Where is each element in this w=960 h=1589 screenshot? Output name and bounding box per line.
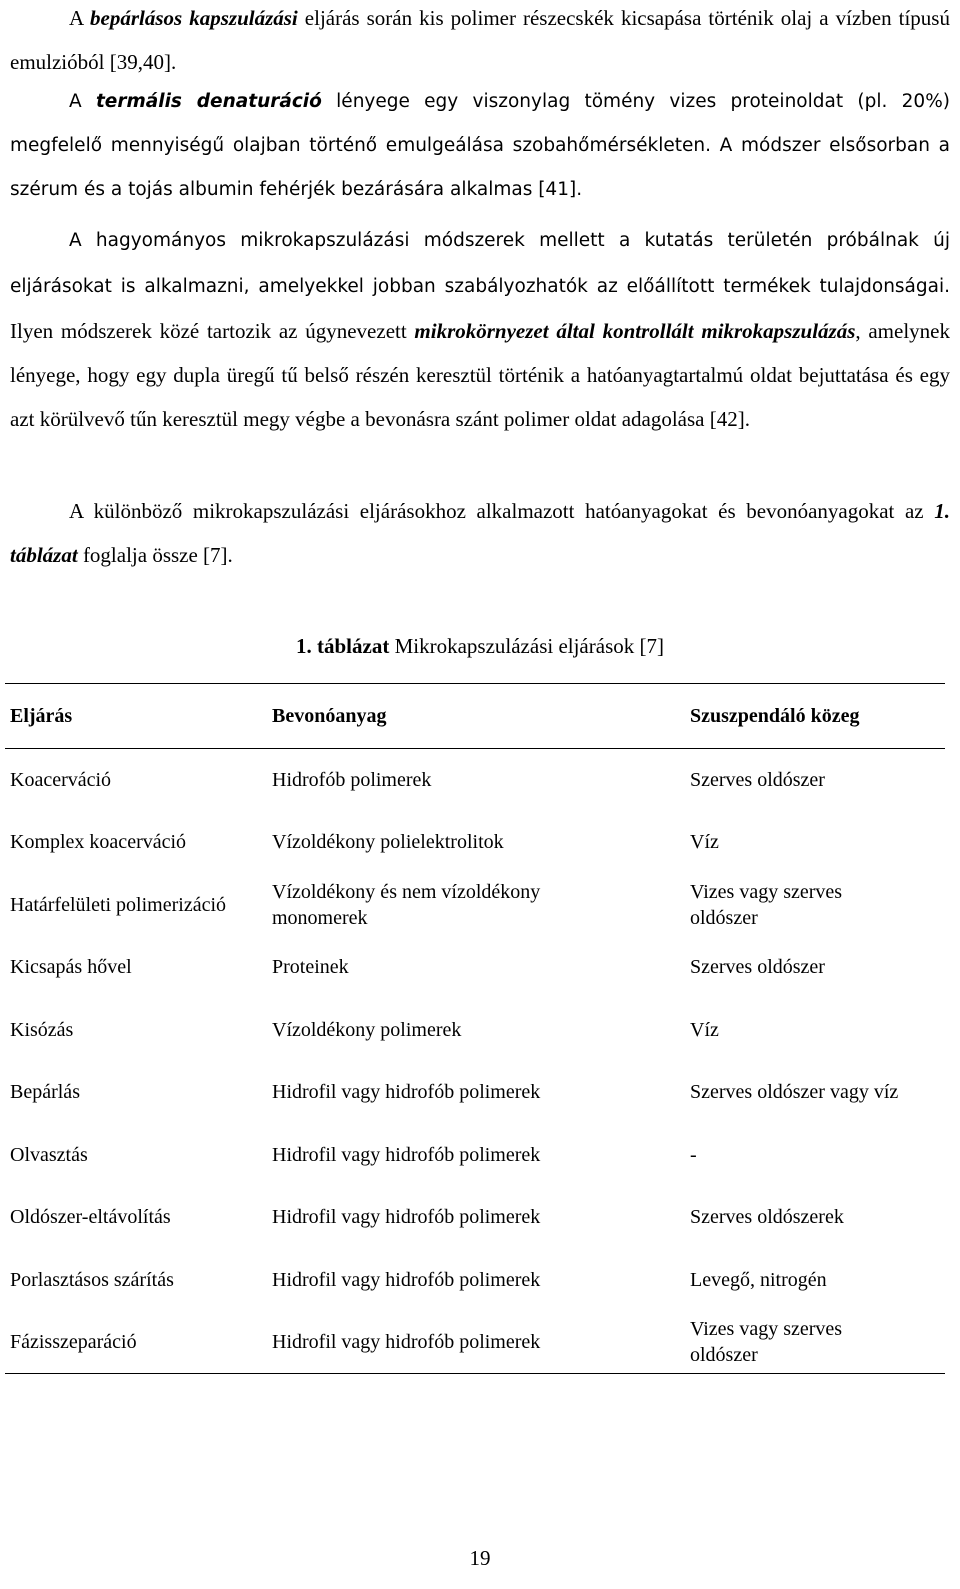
table-row — [5, 936, 945, 999]
text-run: A különböző mikrokapszulázási eljárásokhoz alkalmazott hatóanyagokat és bevonóanyagokat az — [69, 499, 935, 523]
cell-közeg: Szerves oldószer — [690, 769, 825, 791]
table-header-row — [5, 684, 945, 749]
cell-bevonóanyag: Hidrofil vagy hidrofób polimerek — [272, 1268, 541, 1291]
cell-közeg: - — [690, 1143, 697, 1166]
cell-eljárás: Kisózás — [10, 1018, 74, 1041]
page-number: 19 — [469, 1546, 491, 1570]
paragraph-táblázat-hivatkozás — [10, 489, 950, 577]
text-run: Ilyen módszerek közé tartozik az úgynevezett — [10, 319, 415, 343]
text-run: A — [69, 6, 91, 30]
cell-közeg: Vizes vagy szerves oldószer — [690, 880, 843, 929]
text-run: , amelynek lényege, hogy egy dupla üregű tű belső részén keresztül történik a hatóanyagtartalmú oldat bejuttatása és egy azt körülvevő tűn keresztül megy végbe a bevonásra szánt polimer oldat adagolása [42]. — [10, 319, 950, 431]
cell-bevonóanyag: Hidrofób polimerek — [272, 769, 432, 791]
cell-bevonóanyag: Hidrofil vagy hidrofób polimerek — [272, 1206, 541, 1229]
cell-eljárás: Oldószer-eltávolítás — [10, 1206, 171, 1229]
table-caption — [0, 628, 960, 664]
text-run: A — [69, 91, 96, 112]
term-termális-denaturáció: termális denaturáció — [95, 91, 322, 112]
cell-közeg: Víz — [690, 831, 719, 854]
cell-közeg: Szerves oldószer vagy víz — [690, 1081, 899, 1104]
cell-eljárás: Határfelületi polimerizáció — [10, 893, 227, 916]
cell-közeg: Szerves oldószerek — [690, 1206, 844, 1229]
header-szuszpendáló-közeg: Szuszpendáló közeg — [685, 684, 945, 749]
header-eljárás: Eljárás — [5, 684, 267, 749]
cell-eljárás: Koacerváció — [10, 769, 112, 791]
cell-bevonóanyag: Hidrofil vagy hidrofób polimerek — [272, 1081, 541, 1104]
table-reference: 1. táblázat — [10, 499, 950, 567]
cell-eljárás: Bepárlás — [10, 1081, 80, 1104]
table-row — [5, 1186, 945, 1249]
table-caption-text: Mikrokapszulázási eljárások [7] — [389, 634, 664, 658]
table-row — [5, 1061, 945, 1124]
cell-bevonóanyag: Vízoldékony polielektrolitok — [272, 831, 504, 854]
term-bepárlásos-kapszulázás: bepárlásos kapszulázási — [90, 6, 298, 30]
cell-bevonóanyag: Hidrofil vagy hidrofób polimerek — [267, 1311, 685, 1374]
text-run: eljárás során kis polimer részecskék kicsapása történik olaj a vízben típusú emulzióból [39,40]. — [10, 6, 950, 74]
cell-eljárás: Porlasztásos szárítás — [10, 1268, 174, 1291]
table-row — [5, 874, 945, 937]
cell-bevonóanyag: Vízoldékony polimerek — [272, 1018, 462, 1041]
cell-bevonóanyag: Hidrofil vagy hidrofób polimerek — [272, 1143, 541, 1166]
paragraph-bepárlás — [10, 0, 950, 84]
paragraph-termális-denaturáció — [10, 80, 950, 212]
cell-közeg: Szerves oldószer — [690, 956, 825, 979]
cell-eljárás: Olvasztás — [10, 1143, 88, 1166]
cell-eljárás: Komplex koacerváció — [10, 831, 187, 854]
text-run: A hagyományos mikrokapszulázási módszerek mellett a kutatás területén próbálnak új eljárásokat is alkalmazni, amelyekkel jobban szabályozhatók az előállított termékek tulajdonságai. — [10, 230, 950, 297]
header-bevonóanyag: Bevonóanyag — [267, 684, 685, 749]
table-row — [5, 1311, 945, 1374]
text-run: lényege egy viszonylag tömény vizes proteinoldat (pl. 20%) megfelelő mennyiségű olajban történő emulgeálása szobahőmérsékleten. A módszer elsősorban a szérum és a tojás albumin fehérjék bezárására alkalmas [41]. — [10, 91, 950, 200]
cell-eljárás: Fázisszeparáció — [5, 1311, 267, 1374]
cell-közeg: Vizes vagy szerves oldószer — [685, 1311, 945, 1374]
microencapsulation-table — [5, 683, 945, 1374]
cell-bevonóanyag: Vízoldékony és nem vízoldékony monomerek — [272, 880, 541, 929]
term-mikrokörnyezet-kapszulázás: mikrokörnyezet által kontrollált mikrokapszulázás — [414, 319, 856, 343]
table-row — [5, 999, 945, 1062]
cell-közeg: Levegő, nitrogén — [690, 1268, 827, 1291]
cell-közeg: Víz — [690, 1018, 719, 1041]
text-run: foglalja össze [7]. — [77, 543, 233, 567]
table-row — [5, 1124, 945, 1187]
table-row — [5, 811, 945, 874]
cell-eljárás: Kicsapás hővel — [10, 956, 132, 979]
cell-bevonóanyag: Proteinek — [272, 956, 349, 979]
paragraph-új-eljárások — [10, 217, 950, 441]
table-caption-label: 1. táblázat — [296, 634, 390, 658]
table-row — [5, 749, 945, 812]
table-row — [5, 1249, 945, 1312]
